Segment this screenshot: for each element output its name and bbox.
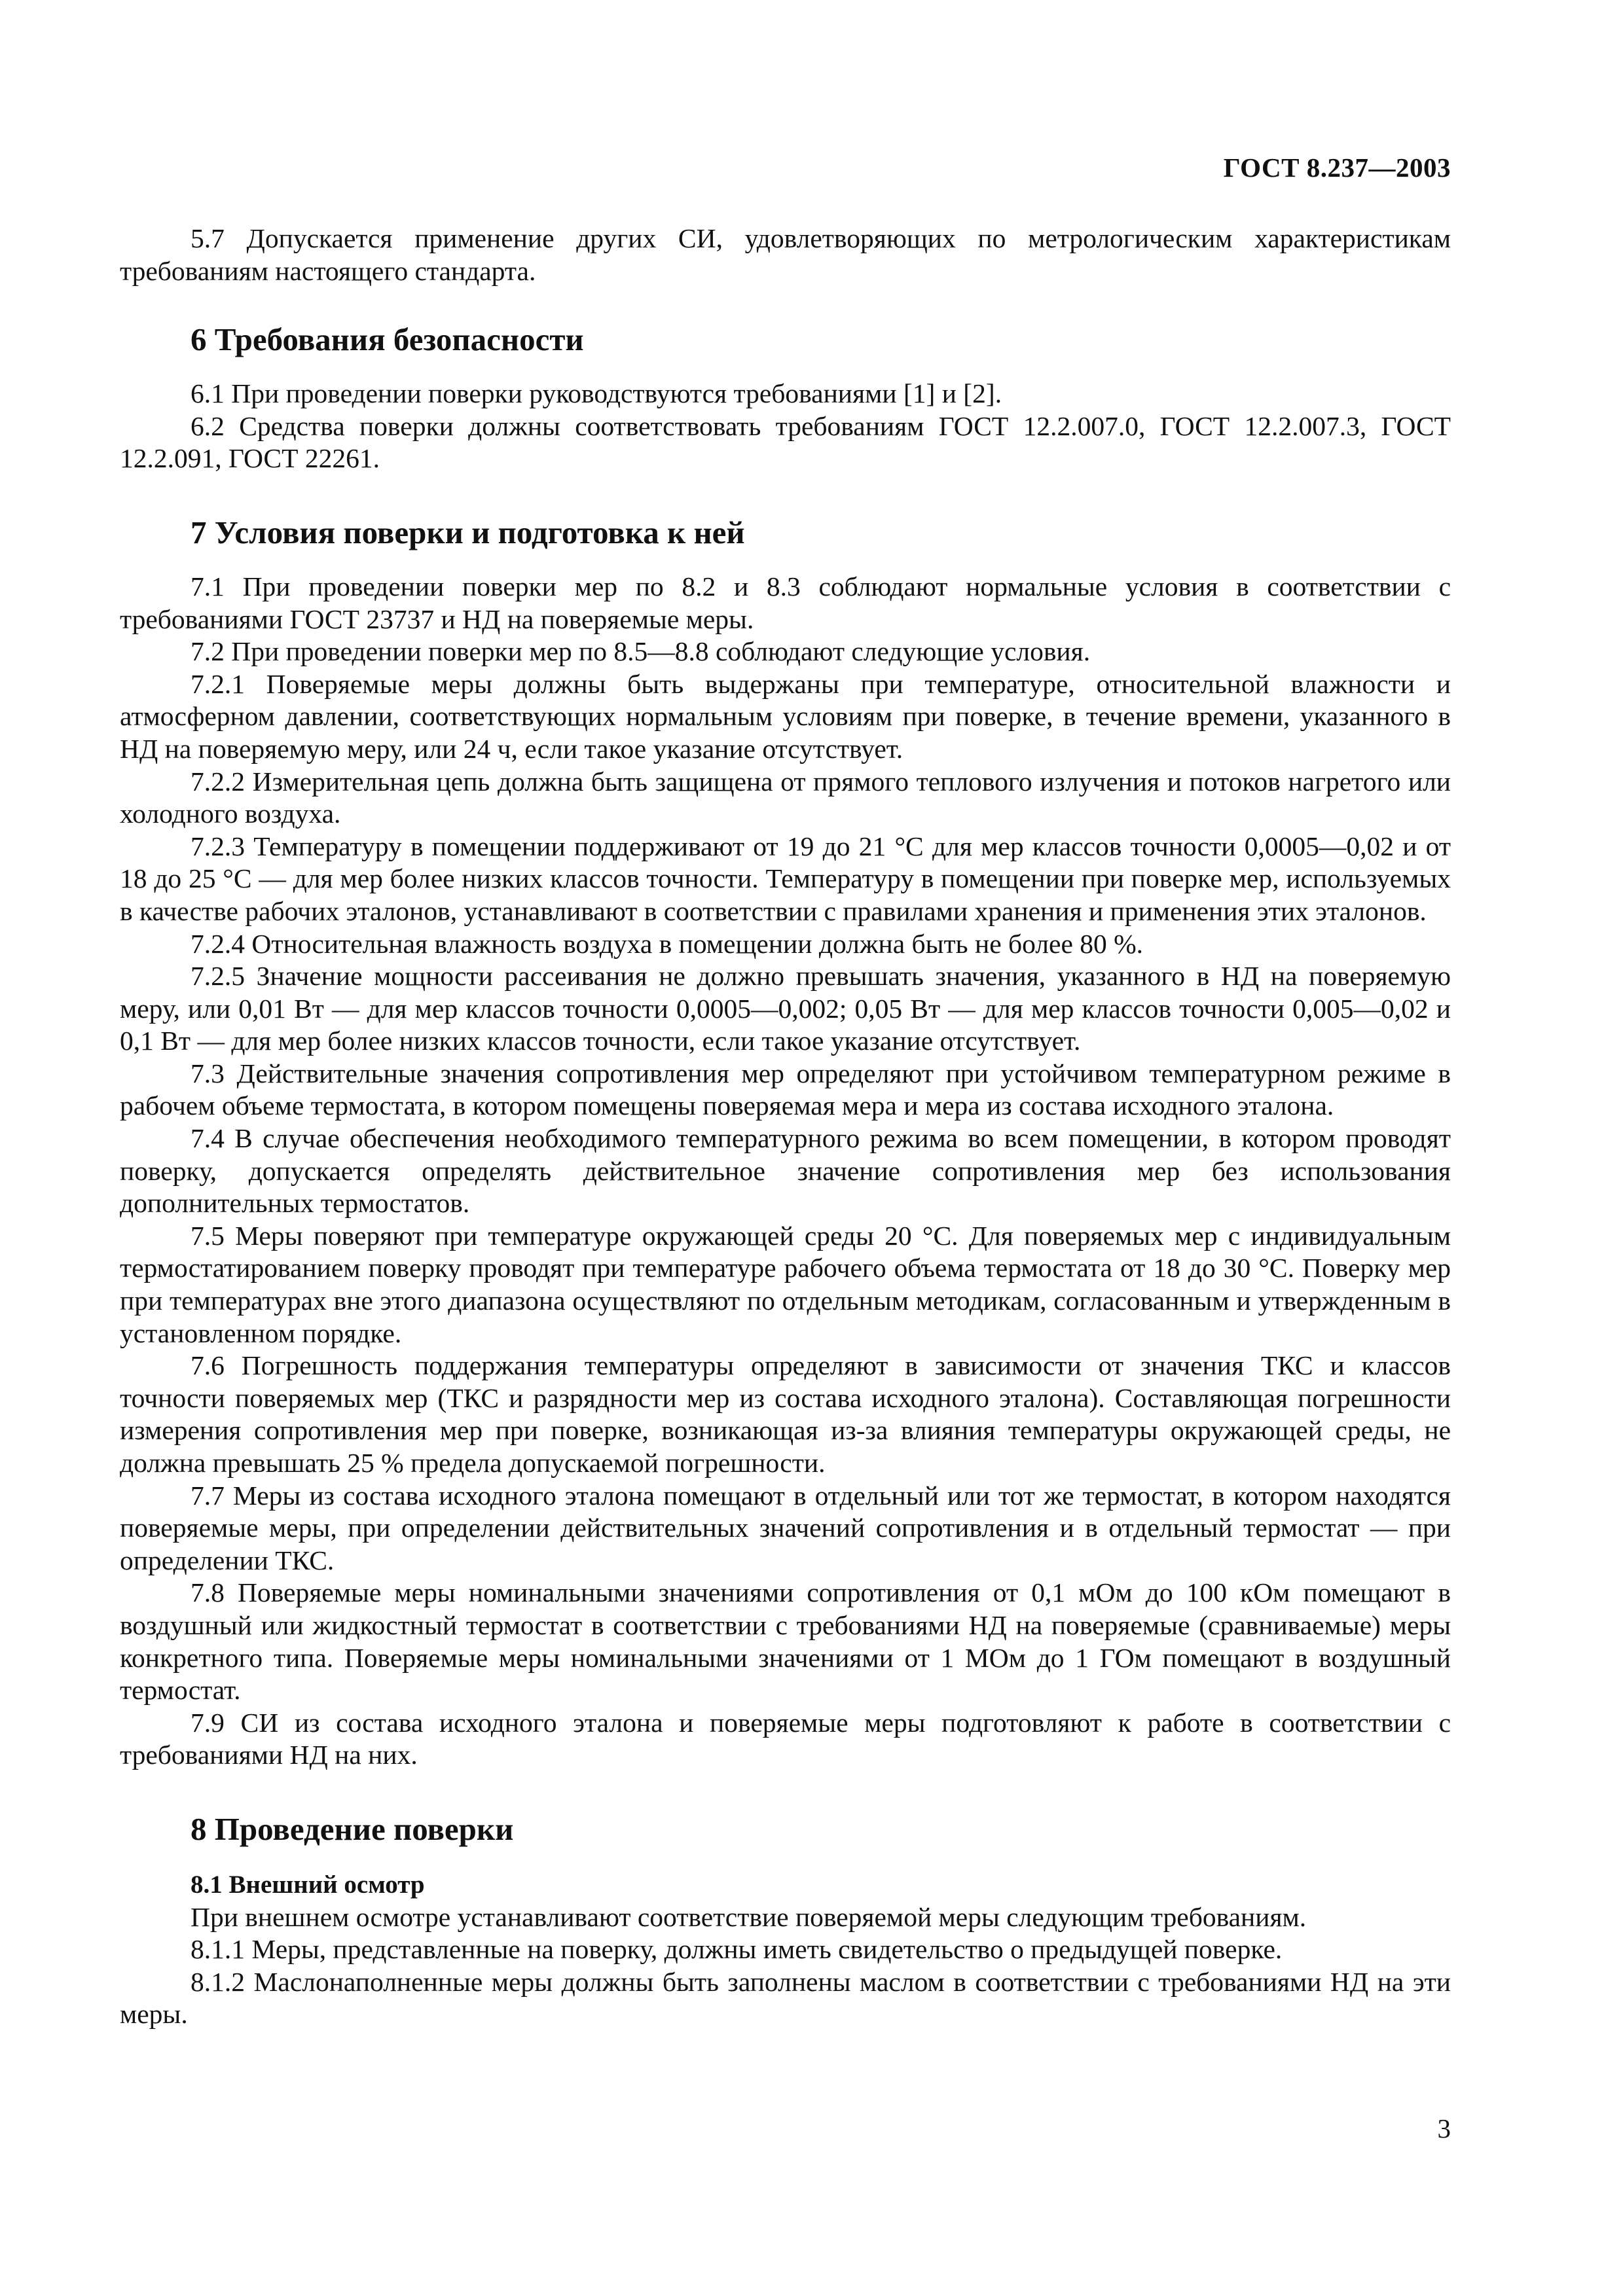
section-7-heading: 7 Условия поверки и подготовка к ней	[191, 514, 745, 550]
paragraph-8-1-2: 8.1.2 Маслонаполненные меры должны быть заполнены маслом в соответствии с требованиями НД на эти меры.	[120, 1966, 1451, 2030]
paragraph-7-2-4: 7.2.4 Относительная влажность воздуха в помещении должна быть не более 80 %.	[191, 928, 1144, 959]
paragraph-7-2: 7.2 При проведении поверки мер по 8.5—8.8 соблюдают следующие условия.	[191, 636, 1091, 667]
paragraph-8-1-intro: При внешнем осмотре устанавливают соответствие поверяемой меры следующим требованиям.	[191, 1901, 1307, 1932]
section-6-heading: 6 Требования безопасности	[191, 321, 584, 358]
paragraph-7-8: 7.8 Поверяемые меры номинальными значениями сопротивления от 0,1 мОм до 100 кОм помещают в воздушный или жидкостный термостат в соответствии с требованиями НД на поверяемые (сравниваемые) меры конкретного типа. Поверяемые меры номинальными значениями от 1 МОм до 1 ГОм помещают в воздушный термостат.	[120, 1577, 1451, 1706]
paragraph-6-1: 6.1 При проведении поверки руководствуются требованиями [1] и [2].	[191, 378, 1002, 409]
paragraph-6-2: 6.2 Средства поверки должны соответствовать требованиям ГОСТ 12.2.007.0, ГОСТ 12.2.007.3, ГОСТ 12.2.091, ГОСТ 22261.	[120, 410, 1451, 474]
paragraph-7-9: 7.9 СИ из состава исходного эталона и поверяемые меры подготовляют к работе в соответствии с требованиями НД на них.	[120, 1707, 1451, 1770]
page-number: 3	[1437, 2113, 1451, 2144]
paragraph-7-2-3: 7.2.3 Температуру в помещении поддерживают от 19 до 21 °С для мер классов точности 0,0005—0,02 и от 18 до 25 °С — для мер более низких классов точности. Температуру в помещении при поверке мер, используемых в качестве рабочих эталонов, устанавливают в соответствии с правилами хранения и применения этих эталонов.	[120, 831, 1451, 926]
subsection-8-1-heading: 8.1 Внешний осмотр	[191, 1870, 425, 1899]
document-number-header: ГОСТ 8.237—2003	[1223, 152, 1451, 183]
paragraph-7-4: 7.4 В случае обеспечения необходимого температурного режима во всем помещении, в котором проводят поверку, допускается определять действительное значение сопротивления мер без использования дополнительных термостатов.	[120, 1123, 1451, 1219]
paragraph-7-5: 7.5 Меры поверяют при температуре окружающей среды 20 °С. Для поверяемых мер с индивидуальным термостатированием поверку проводят при температуре рабочего объема термостата от 18 до 30 °С. Поверку мер при температурах вне этого диапазона осуществляют по отдельным методикам, согласованным и утвержденным в установленном порядке.	[120, 1220, 1451, 1348]
paragraph-7-2-5: 7.2.5 Значение мощности рассеивания не должно превышать значения, указанного в НД на поверяемую меру, или 0,01 Вт — для мер классов точности 0,0005—0,002; 0,05 Вт — для мер классов точности 0,005—0,02 и 0,1 Вт — для мер более низких классов точности, если такое указание отсутствует.	[120, 961, 1451, 1056]
paragraph-7-1: 7.1 При проведении поверки мер по 8.2 и 8.3 соблюдают нормальные условия в соответствии с требованиями ГОСТ 23737 и НД на поверяемые меры.	[120, 571, 1451, 634]
section-8-heading: 8 Проведение поверки	[191, 1810, 514, 1847]
paragraph-7-3: 7.3 Действительные значения сопротивления мер определяют при устойчивом температурном режиме в рабочем объеме термостата, в котором помещены поверяемая мера и мера из состава исходного эталона.	[120, 1058, 1451, 1121]
paragraph-5-7: 5.7 Допускается применение других СИ, удовлетворяющих по метрологическим характеристикам требованиям настоящего стандарта.	[120, 223, 1451, 286]
paragraph-7-2-2: 7.2.2 Измерительная цепь должна быть защищена от прямого теплового излучения и потоков нагретого или холодного воздуха.	[120, 766, 1451, 829]
paragraph-7-7: 7.7 Меры из состава исходного эталона помещают в отдельный или тот же термостат, в котором находятся поверяемые меры, при определении действительных значений сопротивления и в отдельный термостат — при определении ТКС.	[120, 1480, 1451, 1575]
paragraph-7-6: 7.6 Погрешность поддержания температуры определяют в зависимости от значения ТКС и классов точности поверяемых мер (ТКС и разрядности мер из состава исходного эталона). Составляющая погрешности измерения сопротивления мер при поверке, возникающая из-за влияния температуры окружающей среды, не должна превышать 25 % предела допускаемой погрешности.	[120, 1350, 1451, 1478]
paragraph-8-1-1: 8.1.1 Меры, представленные на поверку, должны иметь свидетельство о предыдущей поверке.	[191, 1934, 1283, 1965]
page-body	[120, 223, 1451, 2031]
paragraph-7-2-1: 7.2.1 Поверяемые меры должны быть выдержаны при температуре, относительной влажности и атмосферном давлении, соответствующих нормальным условиям при поверке, в течение времени, указанного в НД на поверяемую меру, или 24 ч, если такое указание отсутствует.	[120, 668, 1451, 764]
